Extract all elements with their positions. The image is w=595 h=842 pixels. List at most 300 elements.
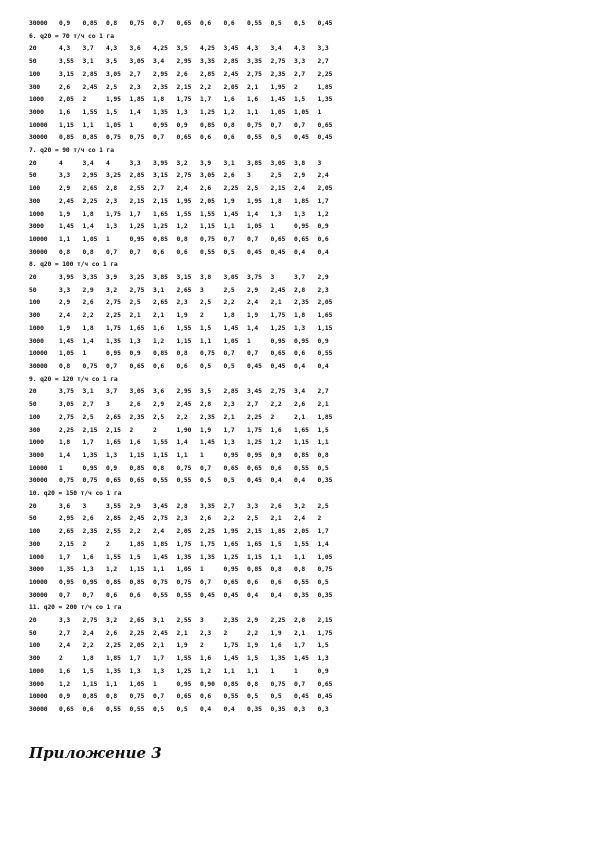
value-cell: 2,2: [129, 528, 141, 536]
value-cell: 0,9: [59, 693, 71, 701]
table-row: [29, 463, 341, 476]
value-cell: 2,65: [153, 299, 168, 307]
value-cell: 0,4: [317, 248, 329, 256]
value-cell: 2,7: [317, 388, 329, 396]
value-cell: 0,6: [200, 20, 212, 27]
value-cell: 2: [106, 540, 110, 548]
value-cell: 2: [223, 629, 228, 637]
value-cell: 3,2: [106, 617, 118, 625]
value-cell: 3,05: [129, 388, 145, 396]
value-cell: 1,15: [59, 121, 74, 129]
value-cell: 1,7: [317, 528, 329, 536]
value-cell: 1,7: [294, 642, 306, 650]
value-cell: 2,65: [59, 528, 74, 536]
value-cell: 2,7: [317, 58, 329, 66]
value-cell: 3,55: [59, 58, 74, 66]
value-cell: 2,75: [59, 413, 74, 421]
value-cell: 0,5: [247, 693, 259, 701]
value-cell: 2,15: [106, 426, 121, 434]
value-cell: 1,75: [176, 96, 192, 104]
value-cell: 3,2: [176, 159, 188, 167]
value-cell: 2,5: [129, 299, 141, 307]
value-cell: 4,25: [200, 45, 215, 53]
value-cell: 1,7: [153, 655, 165, 663]
value-cell: 2,9: [59, 185, 71, 193]
value-cell: 2,85: [223, 58, 239, 66]
value-cell: 1,65: [153, 210, 168, 218]
table-row: [29, 361, 341, 374]
value-cell: 2,1: [153, 642, 165, 650]
value-cell: 0,6: [200, 134, 212, 142]
value-cell: 0,6: [223, 20, 235, 27]
value-cell: 2,45: [270, 286, 286, 294]
value-cell: 0,5: [270, 693, 282, 701]
value-cell: 0,95: [176, 680, 192, 688]
value-cell: 4,3: [106, 45, 118, 53]
table-row: [29, 107, 341, 120]
row-label-cell: 1000: [29, 553, 44, 561]
value-cell: 1,2: [176, 223, 188, 231]
value-cell: 2,6: [270, 502, 282, 510]
value-cell: 0,45: [270, 248, 286, 256]
value-cell: 0,8: [317, 451, 329, 459]
value-cell: 1,6: [223, 96, 235, 104]
value-cell: 1,3: [317, 655, 329, 663]
value-cell: 1,15: [129, 566, 145, 574]
value-cell: 1,1: [270, 553, 282, 561]
table-row: [29, 158, 341, 171]
value-cell: 1,65: [294, 426, 309, 434]
value-cell: 1,1: [153, 566, 165, 574]
table-row: [29, 234, 341, 247]
value-cell: 3,55: [106, 502, 121, 510]
value-cell: 3,7: [82, 45, 94, 53]
value-cell: 0,55: [200, 248, 215, 256]
value-cell: 1,7: [129, 210, 141, 218]
value-cell: 1,8: [82, 655, 94, 663]
row-label-cell: 3000: [29, 337, 44, 345]
value-cell: 2,8: [176, 502, 188, 510]
value-cell: 2,8: [200, 401, 212, 409]
value-cell: 2,25: [129, 629, 145, 637]
value-cell: 0,95: [59, 578, 74, 586]
value-cell: 1,5: [247, 655, 259, 663]
row-label-cell: 50: [29, 629, 37, 637]
value-cell: 1,5: [129, 553, 141, 561]
value-cell: 2,5: [223, 286, 235, 294]
value-cell: 0,6: [176, 362, 188, 370]
value-cell: 3: [247, 172, 251, 180]
value-cell: 2,25: [270, 617, 286, 625]
value-cell: 1,65: [317, 312, 333, 320]
section-heading-row: [29, 374, 341, 387]
value-cell: 1,45: [153, 553, 168, 561]
table-row: [29, 183, 341, 196]
value-cell: 2,25: [106, 312, 121, 320]
table-row: [29, 513, 341, 526]
value-cell: 3,1: [153, 286, 165, 294]
value-cell: 2,4: [317, 172, 329, 180]
value-cell: 1,55: [200, 210, 215, 218]
value-cell: 3: [200, 286, 204, 294]
table-row: [29, 310, 341, 323]
value-cell: 1,7: [82, 439, 94, 447]
section-heading-row: [29, 602, 341, 615]
value-cell: 1,1: [223, 667, 235, 675]
value-cell: 0,85: [223, 680, 239, 688]
value-cell: 0,9: [317, 667, 329, 675]
value-cell: 3,9: [106, 274, 118, 282]
value-cell: 1,05: [223, 337, 239, 345]
value-cell: 2,5: [247, 515, 259, 523]
value-cell: 1,7: [317, 197, 329, 205]
value-cell: 1,9: [176, 642, 188, 650]
value-cell: 0,45: [247, 248, 262, 256]
value-cell: 0,6: [82, 705, 94, 713]
value-cell: 2,3: [129, 83, 141, 91]
value-cell: 3,3: [59, 286, 71, 294]
value-cell: 0,7: [200, 464, 212, 472]
section-title: 9. q20 = 120 т/ч со 1 га: [29, 375, 118, 383]
value-cell: 0,55: [129, 705, 145, 713]
table-row: [29, 615, 341, 628]
value-cell: 2,45: [153, 629, 168, 637]
value-cell: 2,1: [129, 312, 141, 320]
value-cell: 1,8: [294, 312, 306, 320]
value-cell: 3,7: [294, 274, 306, 282]
value-cell: 2,25: [59, 426, 74, 434]
table-row: [29, 653, 341, 666]
value-cell: 0,45: [200, 591, 215, 599]
value-cell: 0,5: [223, 477, 235, 485]
value-cell: 2,6: [200, 185, 212, 193]
value-cell: 0,85: [247, 566, 262, 574]
table-row: [29, 18, 341, 31]
value-cell: 1,7: [59, 553, 71, 561]
value-cell: 0,9: [59, 20, 71, 27]
value-cell: 0,55: [247, 134, 262, 142]
value-cell: 2,85: [129, 172, 145, 180]
value-cell: 1,5: [317, 642, 329, 650]
row-label-cell: 1000: [29, 667, 44, 675]
value-cell: 0,7: [200, 578, 212, 586]
value-cell: 0,5: [200, 477, 212, 485]
value-cell: 2,5: [82, 413, 94, 421]
value-cell: 2,45: [82, 83, 98, 91]
value-cell: 0,85: [82, 134, 98, 142]
value-cell: 2,4: [247, 299, 259, 307]
value-cell: 1: [129, 121, 134, 129]
value-cell: 4,3: [294, 45, 306, 53]
value-cell: 0,45: [223, 591, 239, 599]
table-row: [29, 386, 341, 399]
value-cell: 1,2: [270, 439, 282, 447]
value-cell: 1,35: [82, 451, 98, 459]
value-cell: 1,35: [59, 566, 74, 574]
value-cell: 1,85: [153, 540, 168, 548]
value-cell: 1,35: [106, 337, 121, 345]
table-row: [29, 247, 341, 260]
value-cell: 0,8: [247, 680, 259, 688]
value-cell: 1,75: [106, 210, 121, 218]
value-cell: 2,65: [129, 617, 145, 625]
value-cell: 3,45: [247, 388, 262, 396]
row-label-cell: 100: [29, 413, 41, 421]
value-cell: 1,7: [129, 655, 141, 663]
value-cell: 2,9: [82, 286, 94, 294]
value-cell: 2,3: [176, 515, 188, 523]
value-cell: 0,55: [294, 464, 309, 472]
value-cell: 1,15: [129, 451, 145, 459]
value-cell: 0,65: [59, 705, 74, 713]
row-label-cell: 50: [29, 515, 37, 523]
section-title: 6. q20 = 70 т/ч со 1 га: [29, 32, 114, 40]
value-cell: 2,2: [82, 312, 94, 320]
value-cell: 0,6: [200, 693, 212, 701]
value-cell: 1,6: [82, 553, 94, 561]
value-cell: 1,85: [317, 413, 333, 421]
value-cell: 1,05: [59, 350, 74, 358]
value-cell: 3,3: [59, 172, 71, 180]
value-cell: 2,1: [247, 83, 259, 91]
value-cell: 0,65: [270, 235, 286, 243]
value-cell: 1,45: [294, 655, 309, 663]
row-label-cell: 20: [29, 617, 37, 625]
table-row: [29, 691, 341, 704]
value-cell: 0,85: [153, 350, 168, 358]
value-cell: 1,65: [106, 439, 121, 447]
value-cell: 0,5: [317, 464, 329, 472]
row-label-cell: 100: [29, 185, 41, 193]
value-cell: 2,55: [106, 528, 121, 536]
value-cell: 2,6: [200, 515, 212, 523]
value-cell: 0,35: [294, 591, 309, 599]
value-cell: 2,5: [270, 172, 282, 180]
section-heading-row: [29, 488, 341, 501]
value-cell: 2,95: [176, 58, 192, 66]
value-cell: 1,6: [270, 642, 282, 650]
value-cell: 1,15: [82, 680, 98, 688]
value-cell: 3,1: [153, 617, 165, 625]
value-cell: 3,85: [247, 159, 262, 167]
value-cell: 0,5: [223, 248, 235, 256]
value-cell: 1,7: [223, 426, 235, 434]
value-cell: 3: [270, 274, 275, 282]
value-cell: 0,55: [153, 477, 168, 485]
row-label-cell: 3000: [29, 451, 44, 459]
value-cell: 2,5: [247, 185, 259, 193]
value-cell: 2: [59, 655, 63, 663]
value-cell: 3,4: [153, 58, 165, 66]
value-cell: 0,4: [294, 362, 306, 370]
value-cell: 2,95: [59, 515, 74, 523]
table-row: [29, 577, 341, 590]
value-cell: 0,8: [59, 362, 71, 370]
section-heading-row: [29, 31, 341, 44]
row-label-cell: 20: [29, 388, 37, 396]
value-cell: 3,2: [106, 286, 118, 294]
value-cell: 1,35: [176, 553, 192, 561]
value-cell: 1,6: [247, 96, 259, 104]
value-cell: 0,85: [82, 693, 98, 701]
value-cell: 1,1: [82, 121, 94, 129]
value-cell: 0,8: [59, 248, 71, 256]
value-cell: 1,65: [247, 540, 262, 548]
value-cell: 2: [82, 540, 87, 548]
value-cell: 2,1: [153, 312, 165, 320]
value-cell: 1,35: [106, 667, 121, 675]
value-cell: 2,75: [106, 299, 121, 307]
value-cell: 1,75: [200, 540, 215, 548]
value-cell: 0,7: [294, 121, 306, 129]
value-cell: 1,35: [200, 553, 215, 561]
table-row: [29, 539, 341, 552]
value-cell: 2,6: [106, 629, 118, 637]
value-cell: 1,6: [153, 324, 165, 332]
value-cell: 0,8: [106, 693, 118, 701]
value-cell: 2,95: [176, 388, 192, 396]
section-heading-row: [29, 145, 341, 158]
value-cell: 0,75: [200, 235, 215, 243]
value-cell: 2,3: [176, 299, 188, 307]
value-cell: 1,3: [176, 108, 188, 116]
value-cell: 1,9: [176, 312, 188, 320]
value-cell: 0,95: [129, 235, 145, 243]
value-cell: 0,6: [294, 350, 306, 358]
value-cell: 2,75: [270, 388, 286, 396]
row-label-cell: 300: [29, 312, 41, 320]
appendix-heading: Приложение 3: [29, 744, 162, 762]
value-cell: 1,3: [106, 451, 118, 459]
table-row: [29, 437, 341, 450]
value-cell: 1,1: [200, 337, 212, 345]
value-cell: 2,35: [200, 413, 215, 421]
row-label-cell: 3000: [29, 223, 44, 231]
row-label-cell: 300: [29, 426, 41, 434]
value-cell: 1,05: [294, 108, 309, 116]
value-cell: 3,1: [223, 159, 235, 167]
table-row: [29, 94, 341, 107]
value-cell: 2,95: [82, 172, 98, 180]
value-cell: 0,85: [129, 464, 145, 472]
value-cell: 0,95: [223, 566, 239, 574]
value-cell: 0,7: [223, 350, 235, 358]
value-cell: 0,5: [153, 705, 165, 713]
value-cell: 0,5: [176, 705, 188, 713]
row-label-cell: 30000: [29, 248, 48, 256]
value-cell: 0,45: [317, 134, 333, 142]
value-cell: 0,75: [129, 693, 145, 701]
value-cell: 1,15: [317, 324, 333, 332]
value-cell: 2,6: [223, 172, 235, 180]
value-cell: 1,1: [59, 235, 71, 243]
value-cell: 3,05: [270, 159, 286, 167]
value-cell: 0,95: [270, 337, 286, 345]
table-row: [29, 425, 341, 438]
value-cell: 2,1: [223, 413, 235, 421]
value-cell: 2: [270, 413, 275, 421]
value-cell: 1: [247, 337, 251, 345]
row-label-cell: 3000: [29, 108, 44, 116]
value-cell: 1,05: [317, 553, 333, 561]
value-cell: 2,75: [82, 617, 98, 625]
value-cell: 0,4: [270, 477, 282, 485]
value-cell: 1: [294, 667, 298, 675]
value-cell: 1,2: [153, 337, 165, 345]
table-row: [29, 56, 341, 69]
value-cell: 1,55: [294, 540, 309, 548]
value-cell: 2,2: [223, 299, 235, 307]
value-cell: 2,8: [294, 286, 306, 294]
value-cell: 2,4: [59, 312, 71, 320]
value-cell: 3,35: [247, 58, 262, 66]
table-row: [29, 501, 341, 514]
value-cell: 1,1: [247, 667, 259, 675]
value-cell: 0,85: [82, 20, 98, 27]
value-cell: 0,6: [270, 578, 282, 586]
value-cell: 4,3: [59, 45, 71, 53]
value-cell: 1,6: [200, 655, 212, 663]
value-cell: 1,4: [247, 324, 259, 332]
value-cell: 0,5: [294, 20, 306, 27]
value-cell: 0,75: [176, 464, 192, 472]
value-cell: 0,75: [129, 134, 145, 142]
value-cell: 1,9: [270, 629, 282, 637]
value-cell: 4,25: [153, 45, 168, 53]
value-cell: 1,55: [176, 324, 192, 332]
value-cell: 1,45: [223, 655, 239, 663]
value-cell: 1: [200, 451, 204, 459]
value-cell: 1,45: [223, 210, 239, 218]
value-cell: 2,45: [176, 401, 192, 409]
value-cell: 3,45: [223, 45, 239, 53]
value-cell: 0,7: [247, 235, 259, 243]
value-cell: 3,3: [247, 502, 259, 510]
value-cell: 0,8: [176, 235, 188, 243]
value-cell: 0,85: [59, 134, 74, 142]
value-cell: 1: [317, 108, 322, 116]
value-cell: 1,45: [223, 324, 239, 332]
value-cell: 0,95: [247, 451, 262, 459]
value-cell: 2,15: [317, 617, 333, 625]
value-cell: 1,25: [153, 223, 168, 231]
value-cell: 0,7: [153, 693, 165, 701]
value-cell: 0,4: [223, 705, 235, 713]
value-cell: 3,5: [176, 45, 188, 53]
row-label-cell: 10000: [29, 464, 48, 472]
value-cell: 0,55: [106, 705, 121, 713]
value-cell: 2: [317, 515, 322, 523]
value-cell: 2,1: [317, 401, 329, 409]
value-cell: 1,4: [317, 540, 329, 548]
row-label-cell: 20: [29, 159, 37, 167]
value-cell: 2,05: [200, 197, 215, 205]
value-cell: 1,45: [59, 223, 74, 231]
value-cell: 1,5: [82, 667, 94, 675]
value-cell: 1,5: [294, 96, 306, 104]
value-cell: 1,85: [317, 83, 333, 91]
value-cell: 0,4: [317, 362, 329, 370]
value-cell: 0,55: [176, 477, 192, 485]
value-cell: 0,95: [294, 337, 309, 345]
table-row: [29, 209, 341, 222]
value-cell: 3: [200, 617, 204, 625]
value-cell: 2,15: [153, 197, 168, 205]
value-cell: 1,15: [153, 451, 168, 459]
row-label-cell: 300: [29, 197, 41, 205]
value-cell: 0,7: [247, 350, 259, 358]
value-cell: 2: [294, 83, 298, 91]
